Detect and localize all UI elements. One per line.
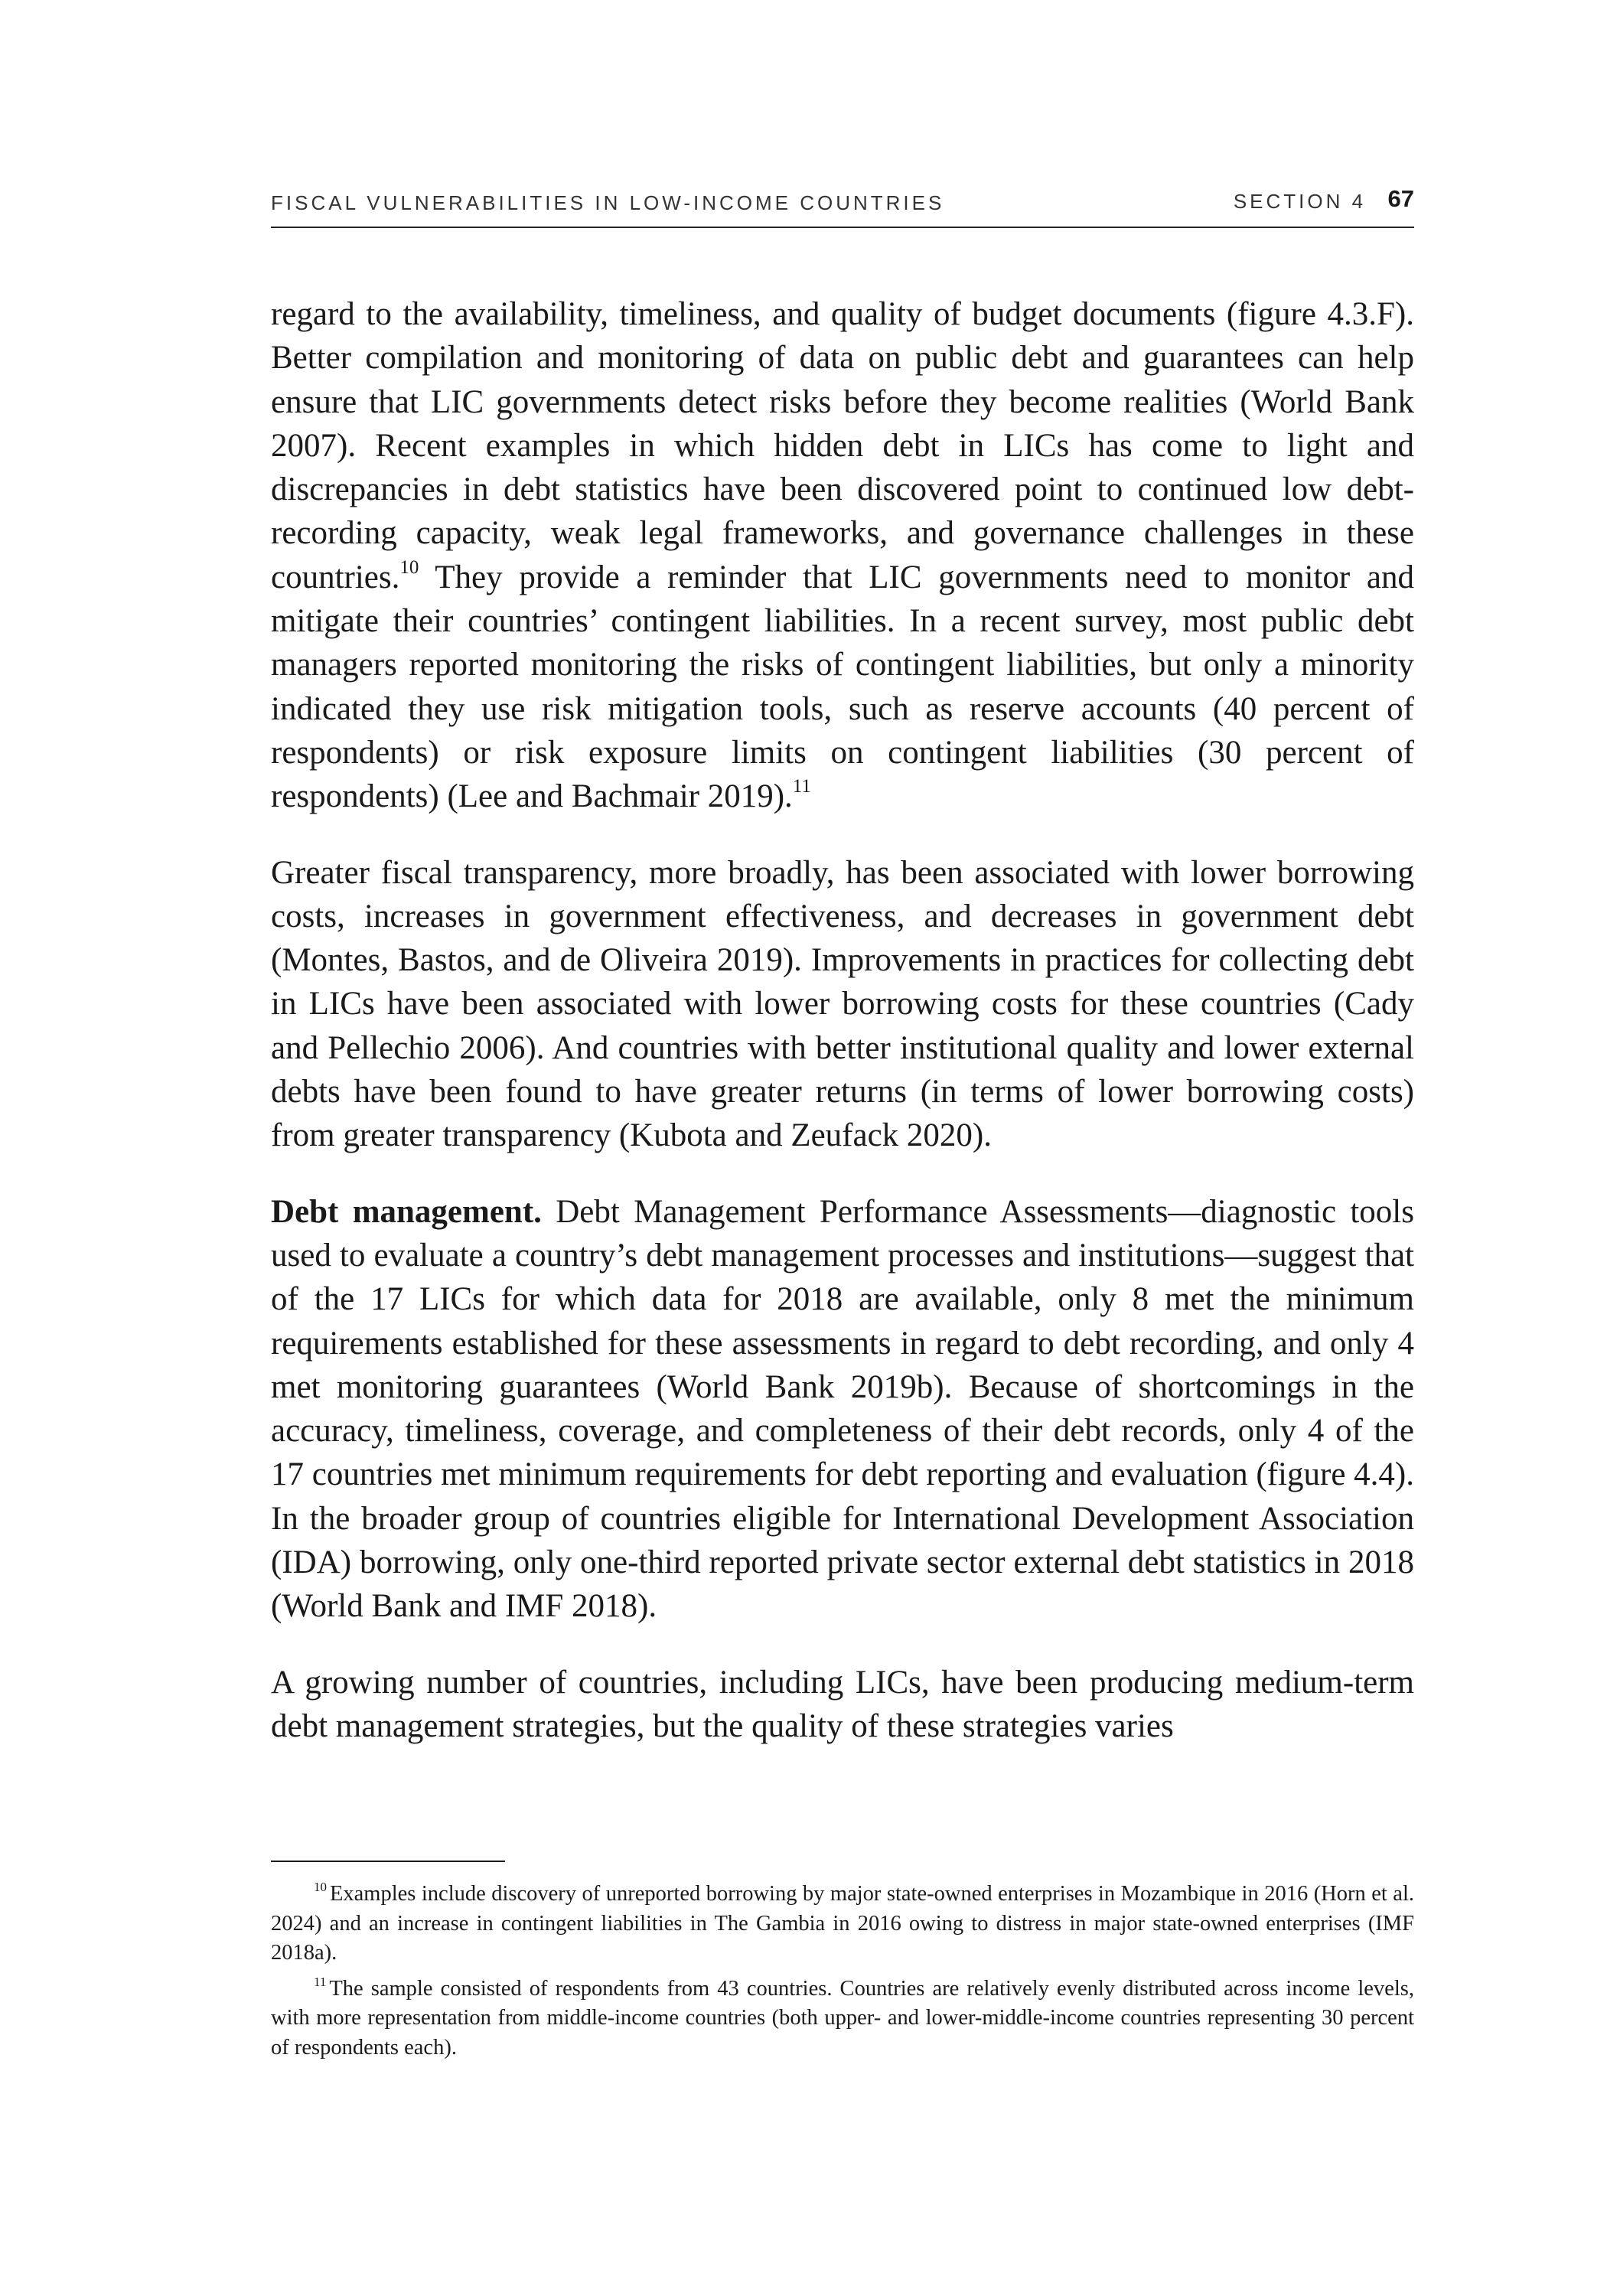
footnote-number: 10	[314, 1880, 327, 1894]
running-head-title: FISCAL VULNERABILITIES IN LOW-INCOME COUNTRIES	[271, 191, 945, 214]
paragraph-text: They provide a reminder that LIC governments need to monitor and mitigate their countries’ contingent liabilities. In a recent survey, most public debt managers reported monitoring the risks of contingent liabilities, but only a minority indicated they use risk mitigation tools, such as reserve accounts (40 percent of respondents) or risk exposure limits on contingent liabilities (30 percent of respondents) (Lee and Bachmair 2019).	[271, 559, 1414, 815]
footnote-ref-11[interactable]: 11	[792, 776, 811, 797]
footnote-number: 11	[314, 1974, 327, 1989]
running-head	[271, 185, 1414, 228]
paragraph-text: Greater fiscal transparency, more broadly, has been associated with lower borrowing costs, increases in government effectiveness, and decreases in government debt (Montes, Bastos, and de Oliveira 2019). Improvements in practices for collecting debt in LICs have been associated with lower borrowing costs for these countries (Cady and Pellechio 2006). And countries with better institutional quality and lower external debts have been found to have greater returns (in terms of lower borrowing costs) from greater transparency (Kubota and Zeufack 2020).	[271, 854, 1414, 1154]
footnote-text: The sample consisted of respondents from 43 countries. Countries are relatively evenly distributed across income levels, with more representation from middle-income countries (both upper- and lower-middle-income countries representing 30 percent of respondents each).	[271, 1976, 1414, 2060]
paragraph-debt-management	[271, 1190, 1414, 1629]
paragraph-fiscal-transparency	[271, 851, 1414, 1158]
body-text	[271, 292, 1414, 1748]
paragraph-lead-heading: Debt management.	[271, 1193, 542, 1230]
paragraph-debt-strategies	[271, 1661, 1414, 1749]
footnote-ref-10[interactable]: 10	[399, 556, 419, 578]
paragraph-text: Debt Management Performance Assessments—diagnostic tools used to evaluate a country’s debt management processes and institutions—suggest that of the 17 LICs for which data for 2018 are available, only 8 met the minimum requirements established for these assessments in regard to debt recording, and only 4 met monitoring guarantees (World Bank 2019b). Because of shortcomings in the accuracy, timeliness, coverage, and completeness of their debt records, only 4 of the 17 countries met minimum requirements for debt reporting and evaluation (figure 4.4). In the broader group of countries eligible for International Development Association (IDA) borrowing, only one-third reported private sector external debt statistics in 2018 (World Bank and IMF 2018).	[271, 1193, 1414, 1625]
footnote-text: Examples include discovery of unreported borrowing by major state-owned enterprises in Mozambique in 2016 (Horn et al. 2024) and an increase in contingent liabilities in The Gambia in 2016 owing to distress in major state-owned enterprises (IMF 2018a).	[271, 1882, 1414, 1965]
section-label: SECTION 4	[1233, 190, 1367, 213]
footnote-10	[271, 1880, 1414, 1968]
footnote-divider	[271, 1861, 505, 1862]
paragraph-text: regard to the availability, timeliness, and quality of budget documents (figure 4.3.F). Better compilation and monitoring of data on public debt and guarantees can help ensure that LIC governments detect risks before they become realities (World Bank 2007). Recent examples in which hidden debt in LICs has come to light and discrepancies in debt statistics have been discovered point to continued low debt-recording capacity, weak legal frameworks, and governance challenges in these countries.	[271, 296, 1414, 595]
paragraph-budget-transparency	[271, 292, 1414, 819]
running-head-right	[1234, 185, 1414, 214]
paragraph-text: A growing number of countries, including LICs, have been producing medium-term debt management strategies, but the quality of these strategies varies	[271, 1664, 1414, 1744]
footnotes	[271, 1880, 1414, 2069]
footnote-11	[271, 1975, 1414, 2063]
page-number: 67	[1387, 185, 1414, 212]
